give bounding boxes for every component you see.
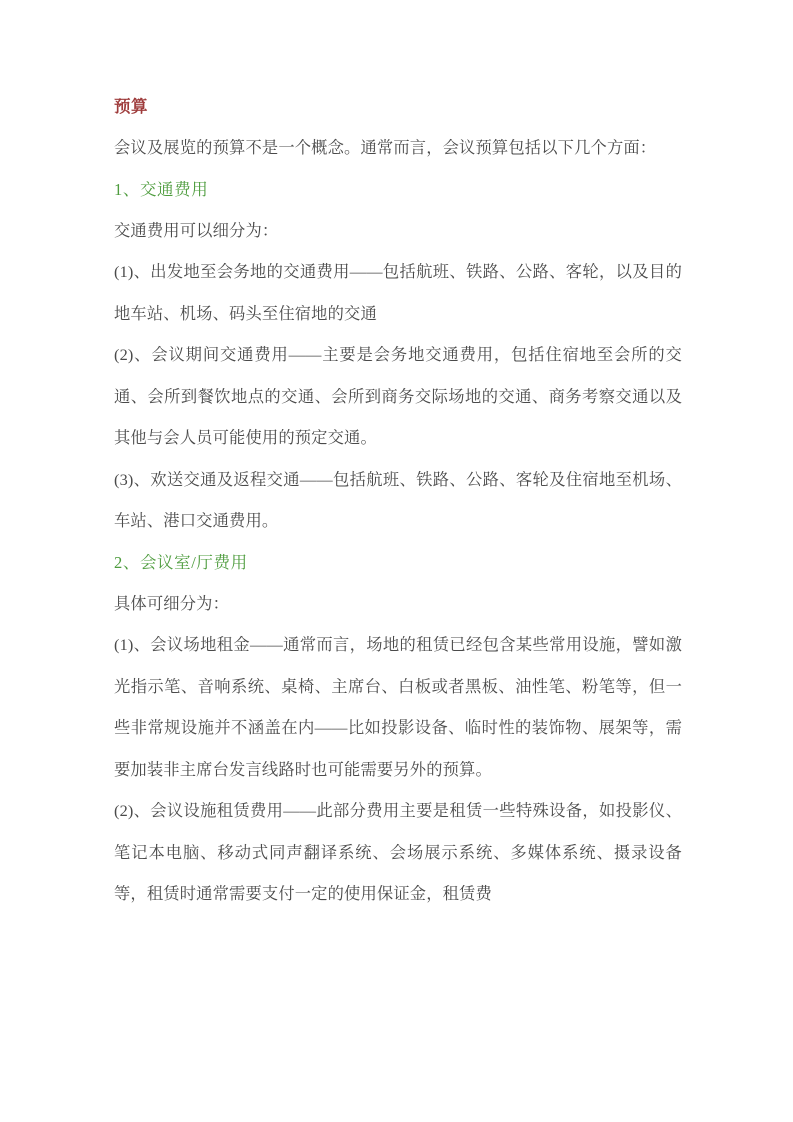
list-item: (3)、欢送交通及返程交通——包括航班、铁路、公路、客轮及住宿地至机场、车站、港口交通费用。 [114,469,682,530]
page-title: 预算 [114,97,148,116]
list-item: (1)、会议场地租金——通常而言，场地的租赁已经包含某些常用设施，譬如激光指示笔、音响系统、桌椅、主席台、白板或者黑板、油性笔、粉笔等，但一些非常规设施并不涵盖在内——比如投影设备、临时性的装饰物、展架等，需要加装非主席台发言线路时也可能需要另外的预算。 [114,635,682,779]
section-lead-meeting-room: 具体可细分为： [114,593,230,613]
section-lead-transport: 交通费用可以细分为： [114,220,279,240]
section-heading-transport: 1、交通费用 [114,179,209,199]
document-content [114,86,682,914]
list-item: (2)、会议期间交通费用——主要是会务地交通费用，包括住宿地至会所的交通、会所到餐饮地点的交通、会所到商务交际场地的交通、商务考察交通以及其他与会人员可能使用的预定交通。 [114,345,682,447]
intro-paragraph: 会议及展览的预算不是一个概念。通常而言，会议预算包括以下几个方面： [114,138,657,157]
list-item: (1)、出发地至会务地的交通费用——包括航班、铁路、公路、客轮，以及目的地车站、机场、码头至住宿地的交通 [114,262,682,323]
section-heading-meeting-room: 2、会议室/厅费用 [114,552,248,572]
list-item: (2)、会议设施租赁费用——此部分费用主要是租赁一些特殊设备，如投影仪、笔记本电脑、移动式同声翻译系统、会场展示系统、多媒体系统、摄录设备等，租赁时通常需要支付一定的使用保证金，租赁费 [114,801,682,903]
